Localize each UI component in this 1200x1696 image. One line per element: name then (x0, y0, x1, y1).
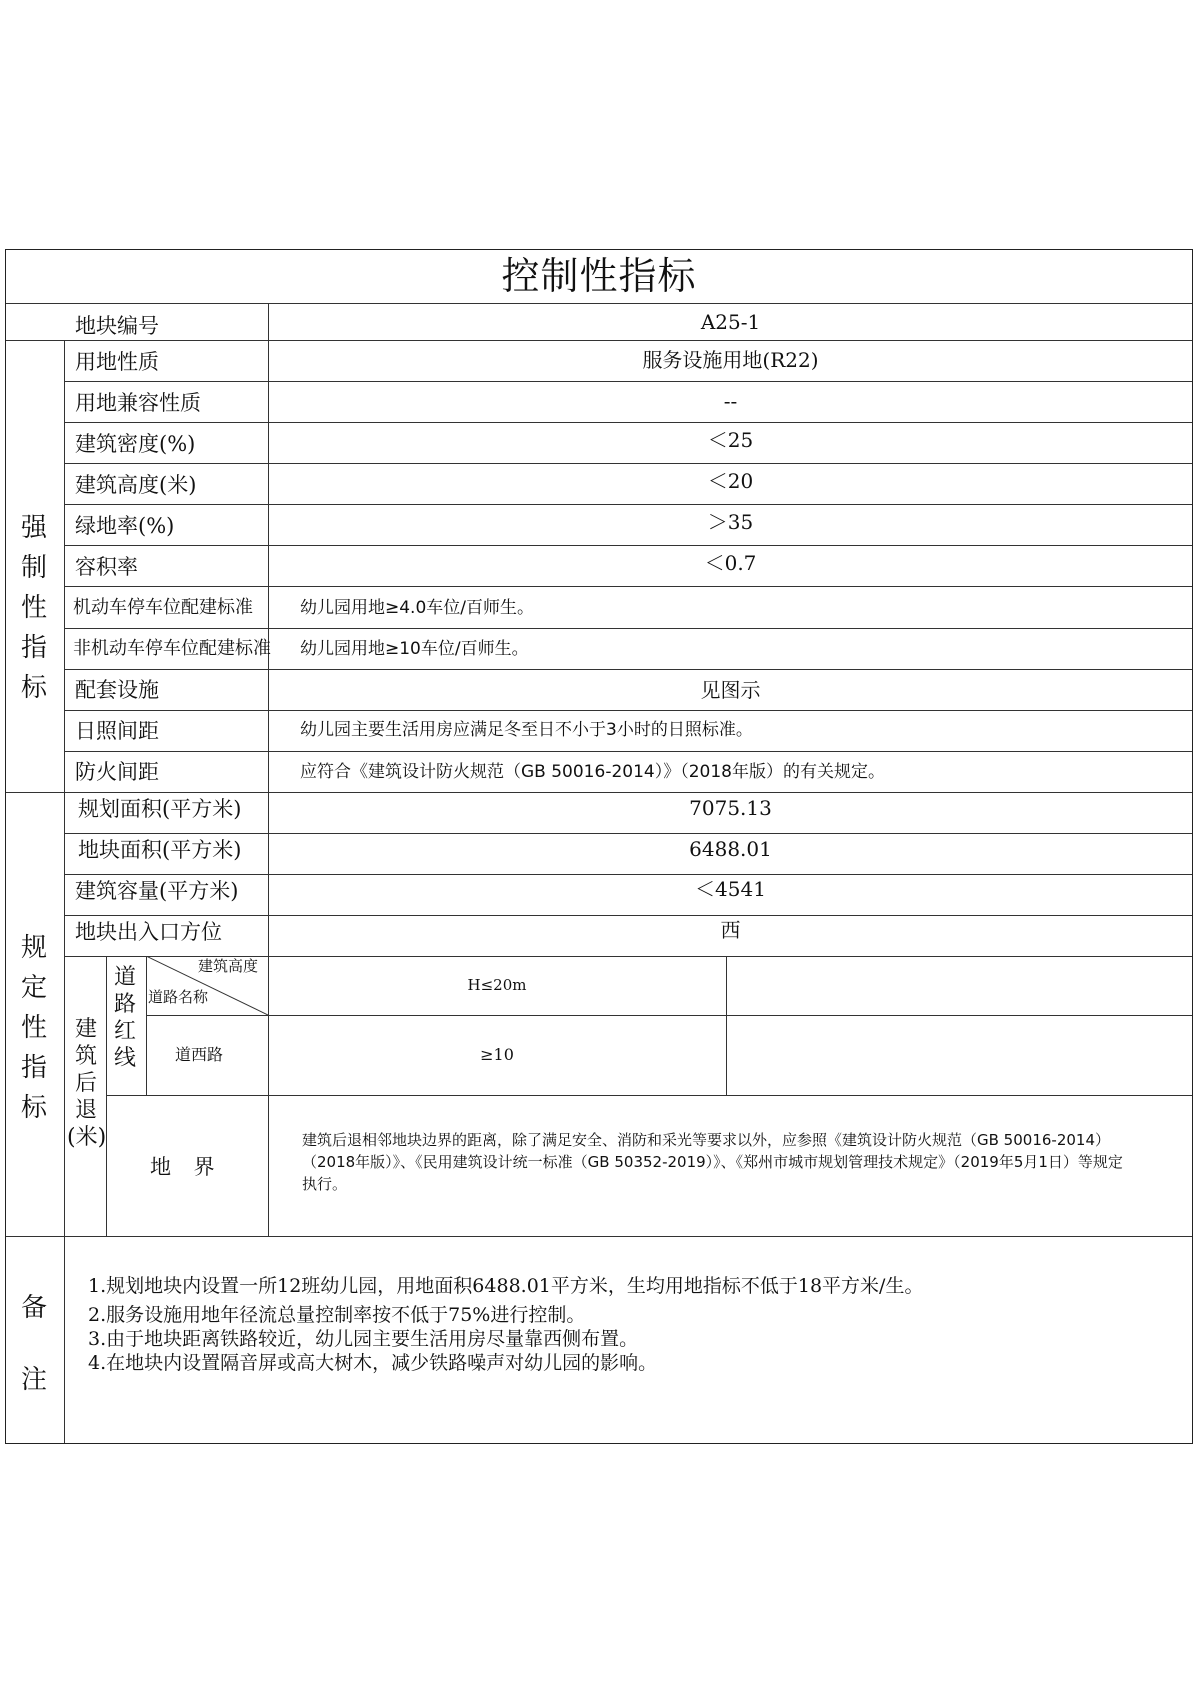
row-label: 容积率 (75, 555, 138, 579)
boundary-text: 建筑后退相邻地块边界的距离，除了满足安全、消防和采光等要求以外，应参照《建筑设计防火规范（GB 50016-2014）（2018年版）》、《民用建筑设计统一标准（GB 50352-2019）》、《郑州市城市规划管理技术规定》（2019年5月1日）等规定执行。 (302, 1131, 1123, 1193)
row-label: 建筑高度(米) (75, 473, 197, 497)
row-label: 规划面积(平方米) (78, 797, 242, 821)
row-value: 7075.13 (689, 796, 772, 820)
row-label: 配套设施 (75, 678, 159, 702)
row-label: 防火间距 (75, 760, 159, 784)
header-road: 道路名称 (148, 988, 209, 1006)
remark-item: 2.服务设施用地年径流总量控制率按不低于75%进行控制。 (88, 1304, 586, 1326)
row-label: 绿地率(%) (75, 514, 175, 538)
mandatory-group-label: 强 制 性 指 标 (20, 513, 47, 703)
remark-item: 1.规划地块内设置一所12班幼儿园，用地面积6488.01平方米，生均用地指标不低于18平方米/生。 (88, 1275, 924, 1297)
row-value: ＜4541 (695, 877, 766, 901)
block-id-value: A25-1 (700, 310, 761, 334)
remarks-label: 备 注 (20, 1293, 47, 1395)
remark-item: 4.在地块内设置隔音屏或高大树木，减少铁路噪声对幼儿园的影响。 (88, 1352, 658, 1374)
road-name: 道西路 (175, 1045, 224, 1064)
height-column-header: H≤20m (467, 976, 527, 994)
row-value: 西 (720, 918, 741, 942)
row-label: 地块面积(平方米) (78, 838, 242, 862)
row-value: 幼儿园用地≥4.0车位/百师生。 (300, 598, 535, 618)
header-height: 建筑高度 (198, 957, 259, 975)
row-value: ＞35 (707, 510, 754, 534)
row-value: 幼儿园主要生活用房应满足冬至日不小于3小时的日照标准。 (300, 720, 753, 740)
row-label: 非机动车停车位配建标准 (73, 638, 271, 659)
row-label: 用地兼容性质 (75, 391, 201, 415)
row-label: 建筑容量(平方米) (75, 879, 239, 903)
row-label: 地块出入口方位 (75, 920, 222, 944)
row-value: ＜20 (707, 469, 754, 493)
row-label: 机动车停车位配建标准 (73, 597, 253, 618)
row-label: 日照间距 (75, 719, 159, 743)
block-id-label: 地块编号 (75, 314, 159, 338)
row-value: 见图示 (700, 678, 761, 702)
row-value: 服务设施用地(R22) (642, 348, 819, 372)
row-value: 幼儿园用地≥10车位/百师生。 (300, 639, 529, 659)
row-value: ＜25 (707, 428, 754, 452)
boundary-label: 地 界 (150, 1155, 223, 1179)
row-value: 应符合《建筑设计防火规范（GB 50016-2014）》（2018年版）的有关规定。 (300, 762, 885, 782)
row-label: 建筑密度(%) (75, 432, 196, 456)
remark-item: 3.由于地块距离铁路较近，幼儿园主要生活用房尽量靠西侧布置。 (88, 1328, 639, 1350)
setback-label: 建 筑 后 退 (米) (67, 1017, 107, 1150)
road-line-label: 道 路 红 线 (113, 965, 136, 1071)
page-title: 控制性指标 (501, 254, 697, 298)
row-label: 用地性质 (75, 350, 159, 374)
row-value: -- (723, 389, 738, 413)
prescribed-group-label: 规 定 性 指 标 (20, 933, 47, 1123)
road-setback-value: ≥10 (480, 1045, 514, 1064)
row-value: ＜0.7 (704, 551, 757, 575)
row-value: 6488.01 (689, 837, 772, 861)
